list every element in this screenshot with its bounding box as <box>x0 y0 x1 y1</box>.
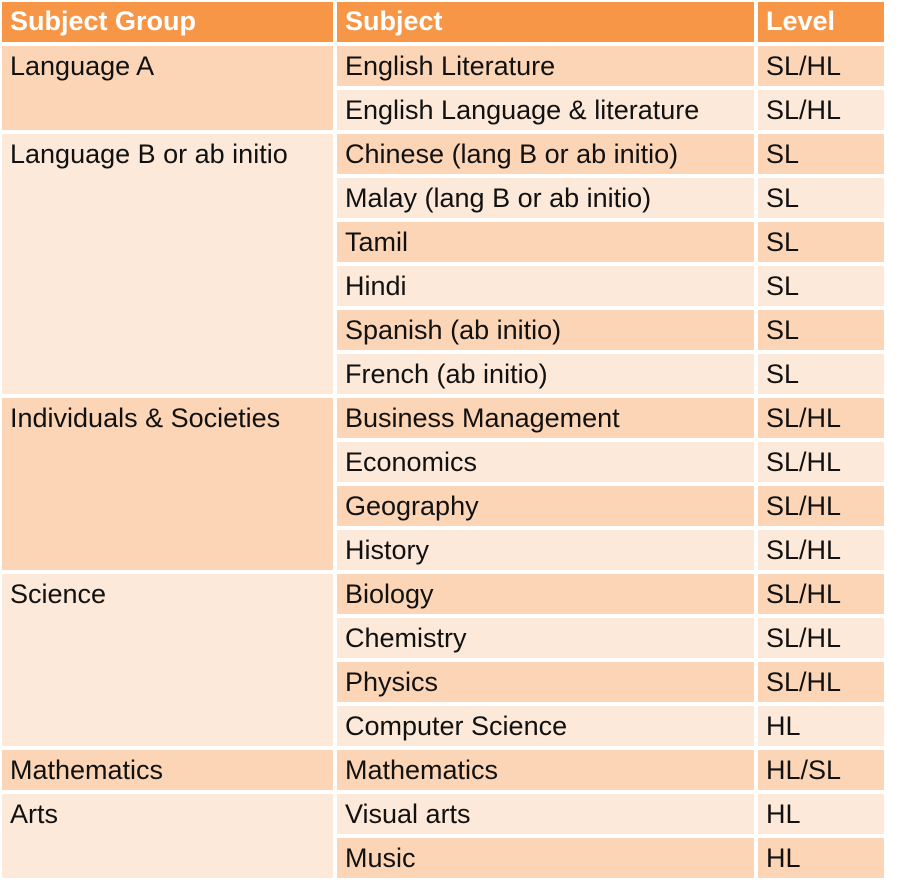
level-cell: SL <box>758 222 884 262</box>
level-cell: SL <box>758 134 884 174</box>
subject-cell: Hindi <box>337 266 754 306</box>
header-level: Level <box>758 2 884 42</box>
level-cell: SL/HL <box>758 398 884 438</box>
subject-cell: Business Management <box>337 398 754 438</box>
level-cell: HL <box>758 838 884 878</box>
subject-cell: English Literature <box>337 46 754 86</box>
table-row <box>2 574 884 614</box>
subject-cell: Computer Science <box>337 706 754 746</box>
subject-cell: Economics <box>337 442 754 482</box>
subject-cell: English Language & literature <box>337 90 754 130</box>
subject-group-cell: Science <box>2 574 333 746</box>
subject-group-cell: Mathematics <box>2 750 333 790</box>
subject-cell: Physics <box>337 662 754 702</box>
subject-cell: Chemistry <box>337 618 754 658</box>
level-cell: SL/HL <box>758 574 884 614</box>
table-body <box>2 46 884 878</box>
header-subject-group: Subject Group <box>2 2 333 42</box>
subject-group-cell: Individuals & Societies <box>2 398 333 570</box>
subject-group-cell: Arts <box>2 794 333 878</box>
level-cell: HL <box>758 794 884 834</box>
level-cell: SL/HL <box>758 442 884 482</box>
table-row <box>2 46 884 86</box>
table-row <box>2 134 884 174</box>
subject-cell: Biology <box>337 574 754 614</box>
level-cell: HL <box>758 706 884 746</box>
subject-cell: Tamil <box>337 222 754 262</box>
level-cell: SL/HL <box>758 90 884 130</box>
subject-group-cell: Language A <box>2 46 333 130</box>
header-row <box>2 2 884 42</box>
level-cell: SL/HL <box>758 486 884 526</box>
subject-cell: Mathematics <box>337 750 754 790</box>
level-cell: HL/SL <box>758 750 884 790</box>
subject-group-cell: Language B or ab initio <box>2 134 333 394</box>
subject-cell: Geography <box>337 486 754 526</box>
subject-cell: History <box>337 530 754 570</box>
level-cell: SL <box>758 178 884 218</box>
level-cell: SL <box>758 354 884 394</box>
level-cell: SL/HL <box>758 618 884 658</box>
header-subject: Subject <box>337 2 754 42</box>
table-row <box>2 750 884 790</box>
level-cell: SL/HL <box>758 530 884 570</box>
subject-cell: Chinese (lang B or ab initio) <box>337 134 754 174</box>
level-cell: SL <box>758 310 884 350</box>
subject-cell: Music <box>337 838 754 878</box>
subject-cell: Spanish (ab initio) <box>337 310 754 350</box>
level-cell: SL/HL <box>758 662 884 702</box>
subject-cell: Malay (lang B or ab initio) <box>337 178 754 218</box>
subject-cell: Visual arts <box>337 794 754 834</box>
table-row <box>2 794 884 834</box>
table-row <box>2 398 884 438</box>
level-cell: SL/HL <box>758 46 884 86</box>
level-cell: SL <box>758 266 884 306</box>
subject-cell: French (ab initio) <box>337 354 754 394</box>
